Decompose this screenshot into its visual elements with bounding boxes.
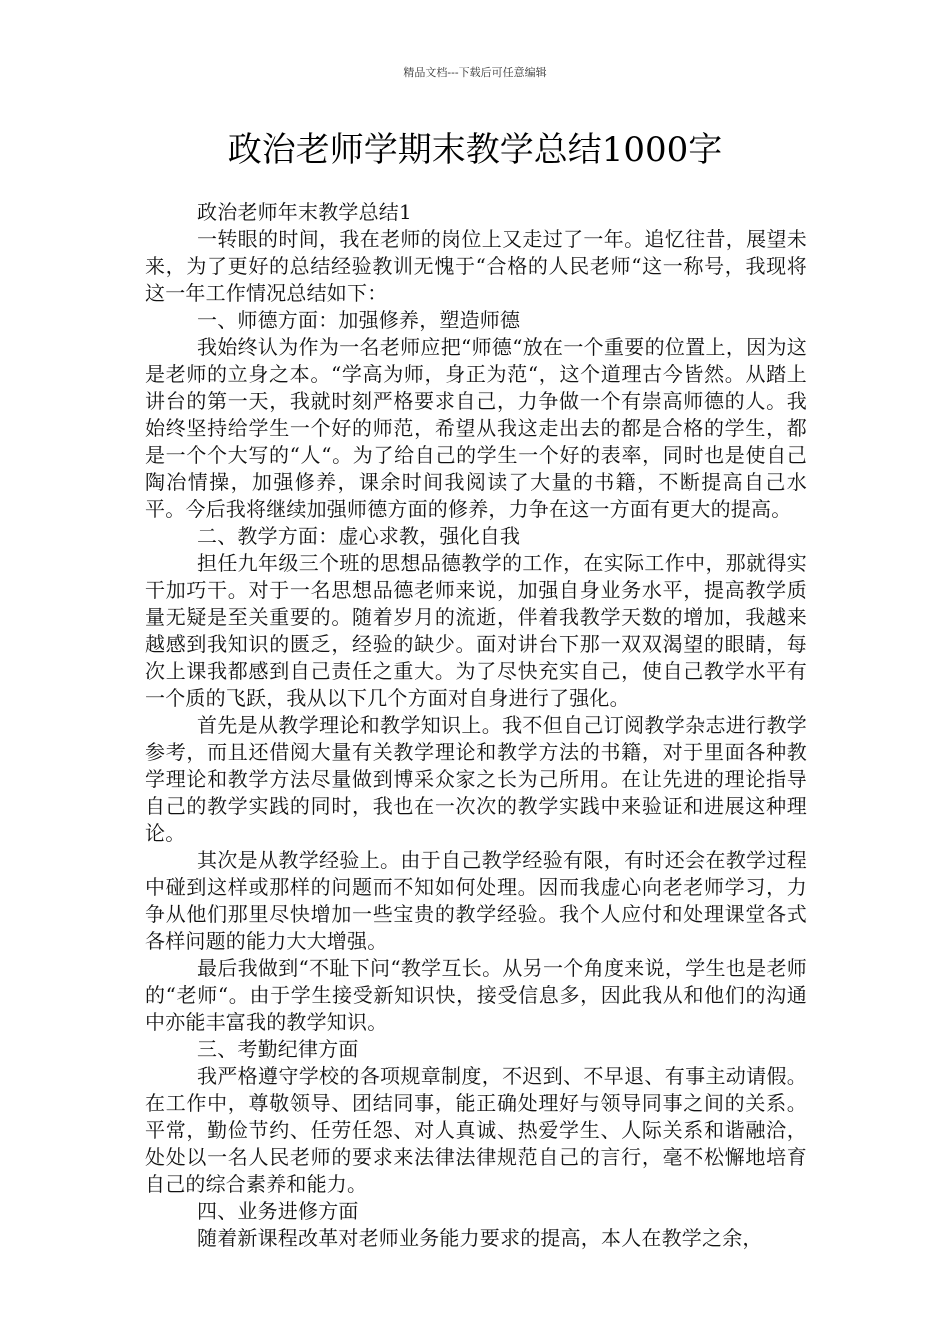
ethics-paragraph: 我始终认为作为一名老师应把“师德“放在一个重要的位置上，因为这是老师的立身之本。“学高为师，身正为范“，这个道理古今皆然。从踏上讲台的第一天，我就时刻严格要求自己，力争做一个有崇高师德的人。我始终坚持给学生一个好的师范，希望从我这走出去的都是合格的学生，都是一个个大写的“人“。为了给自己的学生一个好的表率，同时也是使自己陶冶情操，加强修养，课余时间我阅读了大量的书籍，不断提高自己水平。今后我将继续加强师德方面的修养，力争在这一方面有更大的提高。	[145, 335, 807, 521]
intro-paragraph: 一转眼的时间，我在老师的岗位上又走过了一年。追忆往昔，展望未来，为了更好的总结经验教训无愧于“合格的人民老师“这一称号，我现将这一年工作情况总结如下：	[145, 227, 807, 305]
section-heading-discipline: 三、考勤纪律方面	[197, 1037, 359, 1061]
teaching-paragraph: 担任九年级三个班的思想品德教学的工作，在实际工作中，那就得实干加巧干。对于一名思想品德老师来说，加强自身业务水平，提高教学质量无疑是至关重要的。随着岁月的流逝，伴着我教学天数的增加，我越来越感到我知识的匮乏，经验的缺少。面对讲台下那一双双渴望的眼睛，每次上课我都感到自己责任之重大。为了尽快充实自己，使自己教学水平有一个质的飞跃，我从以下几个方面对自身进行了强化。	[145, 551, 807, 710]
section-heading-ethics: 一、师德方面：加强修养，塑造师德	[197, 308, 521, 332]
page-header: 精品文档---下载后可任意编辑	[403, 66, 547, 79]
discipline-paragraph: 我严格遵守学校的各项规章制度，不迟到、不早退、有事主动请假。在工作中，尊敬领导、团结同事，能正确处理好与领导同事之间的关系。平常，勤俭节约、任劳任怨、对人真诚、热爱学生、人际关系和谐融洽，处处以一名人民老师的要求来法律法律规范自己的言行，毫不松懈地培育自己的综合素养和能力。	[145, 1064, 807, 1196]
document-body	[145, 199, 807, 1252]
section-heading-teaching: 二、教学方面：虚心求教，强化自我	[197, 524, 521, 548]
experience-paragraph: 其次是从教学经验上。由于自己教学经验有限，有时还会在教学过程中碰到这样或那样的问题而不知如何处理。因而我虚心向老老师学习，力争从他们那里尽快增加一些宝贵的教学经验。我个人应付和处理课堂各式各样问题的能力大大增强。	[145, 848, 807, 953]
theory-paragraph: 首先是从教学理论和教学知识上。我不但自己订阅教学杂志进行教学参考，而且还借阅大量有关教学理论和教学方法的书籍，对于里面各种教学理论和教学方法尽量做到博采众家之长为己所用。在让先进的理论指导自己的教学实践的同时，我也在一次次的教学实践中来验证和进展这种理论。	[145, 713, 807, 845]
training-paragraph: 随着新课程改革对老师业务能力要求的提高，本人在教学之余，	[197, 1226, 763, 1250]
document-title: 政治老师学期末教学总结1000字	[227, 130, 723, 170]
subtitle-paragraph: 政治老师年末教学总结1	[197, 200, 412, 224]
section-heading-training: 四、业务进修方面	[197, 1199, 359, 1223]
students-paragraph: 最后我做到“不耻下问“教学互长。从另一个角度来说，学生也是老师的“老师“。由于学生接受新知识快，接受信息多，因此我从和他们的沟通中亦能丰富我的教学知识。	[145, 956, 807, 1034]
